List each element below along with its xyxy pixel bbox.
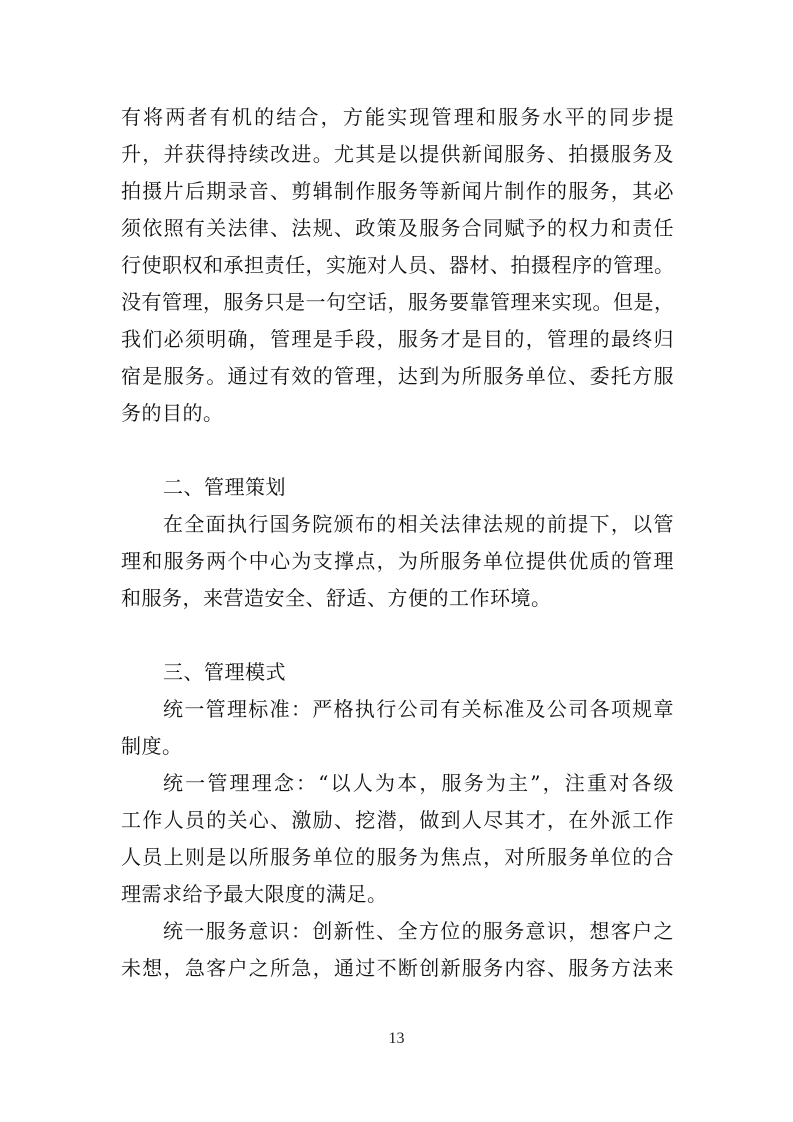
text-line: 须依照有关法律、法规、政策及服务合同赋予的权力和责任 <box>121 216 674 240</box>
paragraph-management-planning <box>121 506 674 617</box>
text-line: 行使职权和承担责任，实施对人员、器材、拍摄程序的管理。 <box>121 253 675 277</box>
text-line: 统一管理标准：严格执行公司有关标准及公司各项规章 <box>163 697 674 721</box>
paragraph-unified-service-awareness <box>121 913 674 987</box>
text-line: 没有管理，服务只是一句空话，服务要靠管理来实现。但是， <box>121 290 675 314</box>
paragraph-unified-philosophy <box>121 765 674 913</box>
text-line: 未想，急客户之所急，通过不断创新服务内容、服务方法来 <box>121 956 674 980</box>
section-heading-management-mode: 三、管理模式 <box>163 660 286 684</box>
text-line: 宿是服务。通过有效的管理，达到为所服务单位、委托方服 <box>121 364 674 388</box>
text-line: 务的目的。 <box>121 401 224 425</box>
text-line: 我们必须明确，管理是手段，服务才是目的，管理的最终归 <box>121 327 674 351</box>
text-line: 人员上则是以所服务单位的服务为焦点，对所服务单位的合 <box>121 845 674 869</box>
text-line: 统一服务意识：创新性、全方位的服务意识，想客户之 <box>163 919 674 943</box>
page-number: 13 <box>388 1030 405 1047</box>
text-line: 有将两者有机的结合，方能实现管理和服务水平的同步提 <box>121 105 674 129</box>
section-heading-management-planning: 二、管理策划 <box>163 475 286 499</box>
text-line: 理需求给予最大限度的满足。 <box>121 882 388 906</box>
text-line: 和服务，来营造安全、舒适、方便的工作环境。 <box>121 586 552 610</box>
text-line: 在全面执行国务院颁布的相关法律法规的前提下，以管 <box>163 512 674 536</box>
text-line: 拍摄片后期录音、剪辑制作服务等新闻片制作的服务，其必 <box>121 179 674 203</box>
text-line: 统一管理理念：“以人为本，服务为主”，注重对各级 <box>163 771 674 795</box>
paragraph-spacer <box>121 617 674 654</box>
paragraph-spacer <box>121 432 674 469</box>
paragraph-management-service-relation <box>121 99 674 432</box>
text-line: 理和服务两个中心为支撑点，为所服务单位提供优质的管理 <box>121 549 674 573</box>
text-line: 升，并获得持续改进。尤其是以提供新闻服务、拍摄服务及 <box>121 142 674 166</box>
text-line: 工作人员的关心、激励、挖潜，做到人尽其才，在外派工作 <box>121 808 674 832</box>
text-line: 制度。 <box>121 734 183 758</box>
body-text <box>121 99 674 987</box>
paragraph-unified-standard <box>121 691 674 765</box>
